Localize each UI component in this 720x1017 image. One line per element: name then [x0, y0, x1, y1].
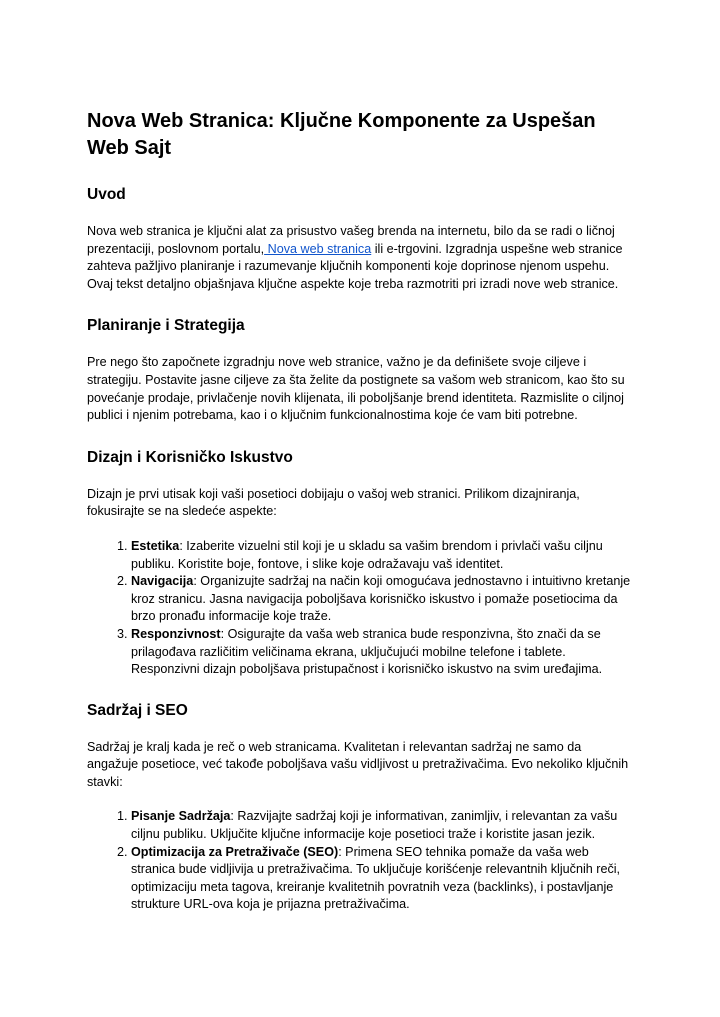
list-sadrzaj	[87, 808, 635, 914]
list-item-term: Pisanje Sadržaja	[131, 809, 231, 824]
list-item	[131, 538, 635, 573]
document-title: Nova Web Stranica: Ključne Komponente za Uspešan Web Sajt	[87, 110, 596, 159]
list-item-text: : Izaberite vizuelni stil koji je u skladu sa vašim brendom i privlači vašu ciljnu publiku. Koristite boje, fontove, i slike koje odražavaju vaš identitet.	[131, 538, 603, 571]
heading-uvod: Uvod	[87, 186, 126, 203]
nova-web-stranica-link[interactable]: Nova web stranica	[264, 241, 372, 256]
list-item-text: : Primena SEO tehnika pomaže da vaša web stranica bude vidljivija u pretraživačima. To uključuje korišćenje relevantnih ključnih reči, optimizaciju meta tagova, kreiranje kvalitetnih povratnih veza (backlinks), i postavljanje strukture URL-ova koja je prijazna pretraživačima.	[131, 844, 621, 912]
list-item	[131, 808, 635, 843]
list-item-text: : Organizujte sadržaj na način koji omogućava jednostavno i intuitivno kretanje kroz stranicu. Jasna navigacija poboljšava korisničko iskustvo i pomaže posetiocima da brzo pronađu informacije koje traže.	[131, 574, 631, 624]
list-item-term: Navigacija	[131, 574, 194, 589]
paragraph-sadrzaj: Sadržaj je kralj kada je reč o web stranicama. Kvalitetan i relevantan sadržaj ne samo da angažuje posetioce, već takođe poboljšava vašu vidljivost u pretraživačima. Evo nekoliko ključnih stavki:	[87, 739, 629, 789]
list-item-text: : Razvijajte sadržaj koji je informativan, zanimljiv, i relevantan za vašu ciljnu publiku. Uključite ključne informacije koje posetioci traže i koristite jasan jezik.	[131, 809, 618, 842]
heading-dizajn: Dizajn i Korisničko Iskustvo	[87, 448, 293, 466]
heading-sadrzaj: Sadržaj i SEO	[87, 701, 188, 719]
paragraph-uvod-part-2: ili e-trgovini. Izgradnja uspešne web stranice zahteva pažljivo planiranje i razumevanje ključnih komponenti koje doprinose njenom uspehu. Ovaj tekst detaljno objašnjava ključne aspekte koje treba razmotriti pri izradi nove web stranice.	[87, 241, 623, 291]
list-item	[131, 844, 635, 914]
list-item-term: Responzivnost	[131, 626, 221, 641]
list-dizajn	[87, 538, 635, 679]
list-item	[131, 573, 635, 626]
list-item-term: Optimizacija za Pretraživače (SEO)	[131, 844, 339, 859]
paragraph-uvod-part-1: Nova web stranica je ključni alat za prisustvo vašeg brenda na internetu, bilo da se radi o ličnoj prezentaciji, poslovnom portalu,	[87, 224, 615, 256]
paragraph-planiranje: Pre nego što započnete izgradnju nove web stranice, važno je da definišete svoje ciljeve i strategiju. Postavite jasne ciljeve za šta želite da postignete sa vašom web stranicom, kao što su povećanje prodaje, privlačenje novih klijenata, ili poboljšanje brend identiteta. Razmislite o ciljnoj publici i njenim potrebama, kao i o ključnim funkcionalnostima koje će vam biti potrebne.	[87, 355, 625, 423]
list-item-text: : Osigurajte da vaša web stranica bude responzivna, što znači da se prilagođava različitim veličinama ekrana, uključujući mobilne telefone i tablete. Responzivni dizajn poboljšava pristupačnost i korisničko iskustvo na svim uređajima.	[131, 626, 603, 677]
paragraph-uvod	[87, 223, 635, 293]
document-page	[87, 108, 635, 914]
heading-planiranje: Planiranje i Strategija	[87, 317, 245, 335]
paragraph-dizajn: Dizajn je prvi utisak koji vaši posetioci dobijaju o vašoj web stranici. Prilikom dizajniranja, fokusirajte se na sledeće aspekte:	[87, 486, 580, 519]
list-item-term: Estetika	[131, 538, 180, 553]
list-item	[131, 626, 635, 679]
